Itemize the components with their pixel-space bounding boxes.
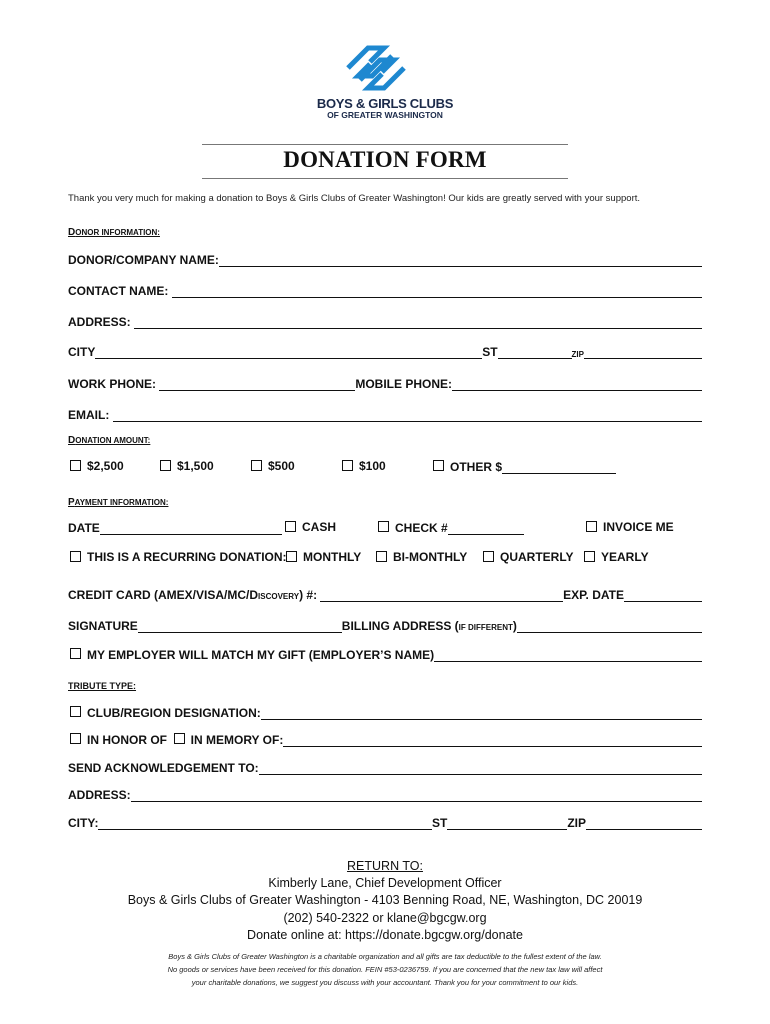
- city-label: CITY: [68, 345, 96, 359]
- amount-option-100[interactable]: $100: [342, 459, 386, 473]
- amount-option-other[interactable]: OTHER $: [433, 459, 616, 474]
- in-honor-label: IN HONOR OF: [87, 733, 167, 747]
- zip-label: ZIP: [571, 350, 584, 359]
- employer-row: [70, 644, 702, 662]
- checkbox[interactable]: [378, 521, 389, 532]
- intro-text: Thank you very much for making a donation to Boys & Girls Clubs of Greater Washington! Our kids are greatly served with your support.: [68, 193, 641, 204]
- invoice-option[interactable]: INVOICE ME: [586, 520, 674, 534]
- tribute-address-label: ADDRESS:: [68, 788, 131, 802]
- amount-option-500[interactable]: $500: [251, 459, 295, 473]
- check-option[interactable]: CHECK #: [378, 520, 524, 535]
- org-name: BOYS & GIRLS CLUBS: [316, 96, 454, 111]
- date-group: [68, 520, 282, 535]
- employer-field[interactable]: [434, 647, 702, 662]
- tribute-section-heading: TRIBUTE TYPE:: [68, 681, 137, 691]
- state-field[interactable]: [498, 344, 572, 359]
- checkbox[interactable]: [286, 551, 297, 562]
- club-designation-field[interactable]: [261, 705, 702, 720]
- email-label: EMAIL:: [68, 408, 110, 422]
- mobile-phone-label: MOBILE PHONE:: [355, 377, 453, 391]
- city-row: [68, 341, 702, 359]
- checkbox[interactable]: [70, 648, 81, 659]
- email-field[interactable]: [113, 407, 702, 422]
- acknowledgement-field[interactable]: [259, 760, 702, 775]
- date-label: DATE: [68, 520, 100, 535]
- checkbox[interactable]: [285, 521, 296, 532]
- recurring-option[interactable]: THIS IS A RECURRING DONATION:: [70, 550, 287, 564]
- date-field[interactable]: [100, 520, 282, 535]
- page-title: DONATION FORM: [283, 147, 487, 172]
- checkbox[interactable]: [70, 460, 81, 471]
- signature-label: SIGNATURE: [68, 619, 138, 633]
- tribute-address-row: [68, 784, 702, 802]
- donor-section-heading: DONOR INFORMATION:: [68, 227, 160, 238]
- tribute-city-field[interactable]: [98, 815, 432, 830]
- address-row: [68, 311, 702, 329]
- signature-row: [68, 615, 702, 633]
- credit-card-field[interactable]: [320, 587, 563, 602]
- club-designation-row: [70, 702, 702, 720]
- billing-address-field[interactable]: [517, 618, 702, 633]
- state-label: ST: [482, 345, 498, 359]
- email-row: [68, 404, 702, 422]
- return-name: Kimberly Lane, Chief Development Officer: [268, 876, 502, 890]
- tribute-state-label: ST: [431, 816, 448, 830]
- mobile-phone-field[interactable]: [452, 376, 702, 391]
- amount-option-1500[interactable]: $1,500: [160, 459, 214, 473]
- boys-girls-clubs-hands-logo: [340, 40, 412, 96]
- work-phone-label: WORK PHONE:: [68, 377, 156, 391]
- checkbox[interactable]: [174, 733, 185, 744]
- footer-note-2: No goods or services have been received for this donation. FEIN #53-0236759. If you are concerned that the new tax law will affect: [167, 965, 603, 974]
- phone-row: [68, 373, 702, 391]
- company-name-label: DONOR/COMPANY NAME:: [68, 253, 219, 267]
- billing-address-label: BILLING ADDRESS (IF DIFFERENT): [341, 619, 517, 633]
- tribute-city-row: [68, 812, 702, 830]
- acknowledgement-row: [68, 757, 702, 775]
- contact-name-label: CONTACT NAME:: [68, 284, 169, 298]
- checkbox[interactable]: [483, 551, 494, 562]
- checkbox[interactable]: [70, 706, 81, 717]
- city-field[interactable]: [95, 344, 482, 359]
- payment-section-heading: PAYMENT INFORMATION:: [68, 497, 169, 508]
- zip-field[interactable]: [584, 344, 702, 359]
- tribute-zip-field[interactable]: [586, 815, 702, 830]
- signature-field[interactable]: [138, 618, 342, 633]
- monthly-option[interactable]: MONTHLY: [286, 550, 361, 564]
- checkbox[interactable]: [376, 551, 387, 562]
- credit-card-label: CREDIT CARD (AMEX/VISA/MC/DISCOVERY) #:: [68, 588, 318, 602]
- company-name-row: [68, 249, 702, 267]
- quarterly-option[interactable]: QUARTERLY: [483, 550, 574, 564]
- address-field[interactable]: [134, 314, 702, 329]
- tribute-zip-label: ZIP: [567, 816, 586, 830]
- company-name-field[interactable]: [219, 252, 702, 267]
- cash-option[interactable]: CASH: [285, 520, 336, 534]
- title-rule-bottom: [202, 178, 568, 179]
- tribute-state-field[interactable]: [447, 815, 567, 830]
- return-heading: RETURN TO:: [347, 859, 423, 873]
- exp-date-label: EXP. DATE: [563, 588, 624, 602]
- contact-name-field[interactable]: [172, 283, 702, 298]
- employer-label: MY EMPLOYER WILL MATCH MY GIFT (EMPLOYER’S NAME): [87, 648, 435, 662]
- return-address: Boys & Girls Clubs of Greater Washington - 4103 Benning Road, NE, Washington, DC 20019: [127, 893, 643, 907]
- address-label: ADDRESS:: [68, 315, 131, 329]
- org-subtitle: OF GREATER WASHINGTON: [327, 110, 443, 120]
- footer-note-1: Boys & Girls Clubs of Greater Washington is a charitable organization and all gifts are tax deductible to the fullest extent of the law.: [168, 952, 602, 961]
- check-number-field[interactable]: [448, 520, 524, 535]
- credit-card-row: [68, 584, 702, 602]
- checkbox[interactable]: [342, 460, 353, 471]
- tribute-city-label: CITY:: [68, 816, 99, 830]
- title-rule-top: [202, 144, 568, 145]
- work-phone-field[interactable]: [159, 376, 355, 391]
- bimonthly-option[interactable]: BI-MONTHLY: [376, 550, 467, 564]
- donate-online: Donate online at: https://donate.bgcgw.org/donate: [247, 928, 523, 942]
- yearly-option[interactable]: YEARLY: [584, 550, 649, 564]
- tribute-address-field[interactable]: [131, 787, 702, 802]
- checkbox[interactable]: [251, 460, 262, 471]
- honor-memory-field[interactable]: [283, 732, 702, 747]
- checkbox[interactable]: [586, 521, 597, 532]
- amount-section-heading: DONATION AMOUNT:: [68, 435, 151, 446]
- checkbox[interactable]: [584, 551, 595, 562]
- return-contact: (202) 540-2322 or klane@bgcgw.org: [283, 911, 487, 925]
- in-memory-label: IN MEMORY OF:: [190, 733, 284, 747]
- club-designation-label: CLUB/REGION DESIGNATION:: [87, 706, 261, 720]
- exp-date-field[interactable]: [624, 587, 702, 602]
- checkbox[interactable]: [160, 460, 171, 471]
- contact-name-row: [68, 280, 702, 298]
- amount-option-2500[interactable]: $2,500: [70, 459, 124, 473]
- checkbox[interactable]: [433, 460, 444, 471]
- checkbox[interactable]: [70, 733, 81, 744]
- honor-memory-row: [70, 729, 702, 747]
- acknowledgement-label: SEND ACKNOWLEDGEMENT TO:: [68, 761, 259, 775]
- footer-note-3: your charitable donations, we suggest you discuss with your accountant. Thank you for your commitment to our kids.: [191, 978, 579, 987]
- checkbox[interactable]: [70, 551, 81, 562]
- other-amount-field[interactable]: [502, 459, 616, 474]
